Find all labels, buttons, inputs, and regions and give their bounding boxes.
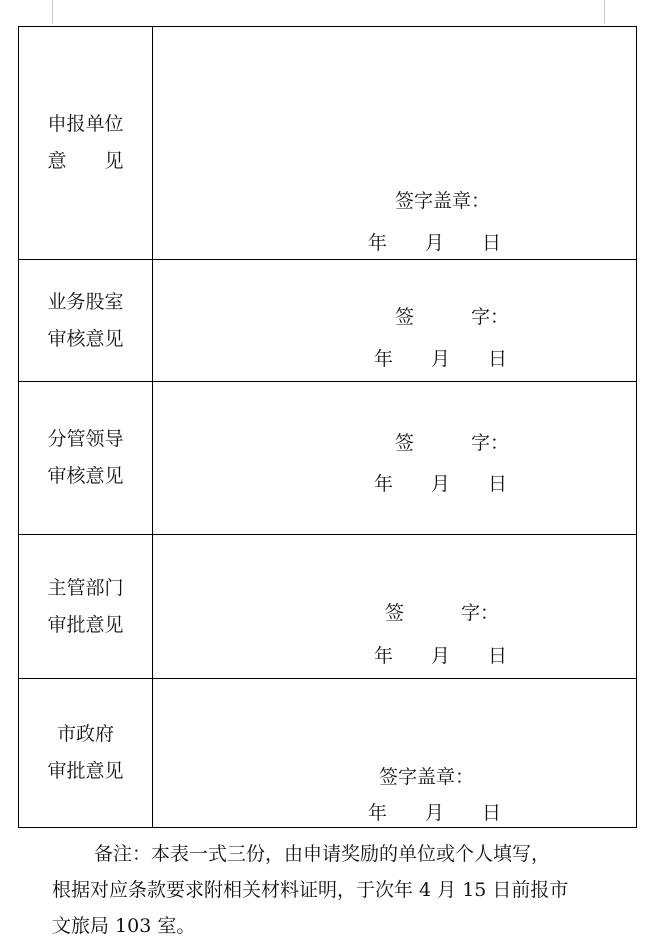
form-row-applicant-opinion <box>19 27 637 260</box>
row-label-applicant-opinion <box>19 27 153 260</box>
opinion-field-business-section[interactable] <box>153 260 637 382</box>
page-margin-mark-left <box>52 0 53 24</box>
date-label: 年 月 日 <box>374 645 508 667</box>
row-label-line: 审批意见 <box>47 760 124 782</box>
row-label-line: 审核意见 <box>47 465 124 487</box>
form-row-municipal-government-approval <box>19 679 637 828</box>
date-label: 年 月 日 <box>368 802 502 824</box>
remarks-line: 文旅局 103 室。 <box>52 915 196 937</box>
row-label-line: 审核意见 <box>47 327 124 350</box>
remarks-line: 根据对应条款要求附相关材料证明，于次年 4 月 15 日前报市 <box>52 879 569 901</box>
row-label-municipal-government <box>19 679 153 828</box>
row-label-line: 市政府 <box>56 723 114 745</box>
row-label-line: 业务股室 <box>47 290 124 313</box>
approval-form-table <box>18 26 637 828</box>
date-label: 年 月 日 <box>374 473 508 495</box>
date-label: 年 月 日 <box>368 232 502 254</box>
date-label: 年 月 日 <box>374 348 508 370</box>
row-label-line: 申报单位 <box>47 113 124 135</box>
form-row-leader-review <box>19 382 637 535</box>
page-margin-mark-right <box>604 0 605 24</box>
row-label-line: 意 见 <box>47 150 124 172</box>
signature-label: 签 字： <box>385 602 500 624</box>
signature-label: 签 字： <box>395 432 510 454</box>
signature-stamp-label: 签字盖章： <box>379 766 475 788</box>
signature-stamp-label: 签字盖章： <box>395 190 491 212</box>
form-row-competent-department-approval <box>19 535 637 679</box>
signature-label: 签 字： <box>395 306 510 328</box>
opinion-field-leader[interactable] <box>153 382 637 535</box>
remarks-line: 备注：本表一式三份，由申请奖励的单位或个人填写， <box>94 843 551 865</box>
row-label-line: 审批意见 <box>47 613 124 636</box>
row-label-competent-department <box>19 535 153 679</box>
opinion-field-applicant[interactable] <box>153 27 637 260</box>
remarks-note <box>52 836 618 944</box>
row-label-line: 分管领导 <box>47 428 124 450</box>
row-label-business-section-review <box>19 260 153 382</box>
opinion-field-municipal-government[interactable] <box>153 679 637 828</box>
opinion-field-competent-department[interactable] <box>153 535 637 679</box>
row-label-leader-review <box>19 382 153 535</box>
row-label-line: 主管部门 <box>47 576 124 599</box>
form-row-business-section-review <box>19 260 637 382</box>
